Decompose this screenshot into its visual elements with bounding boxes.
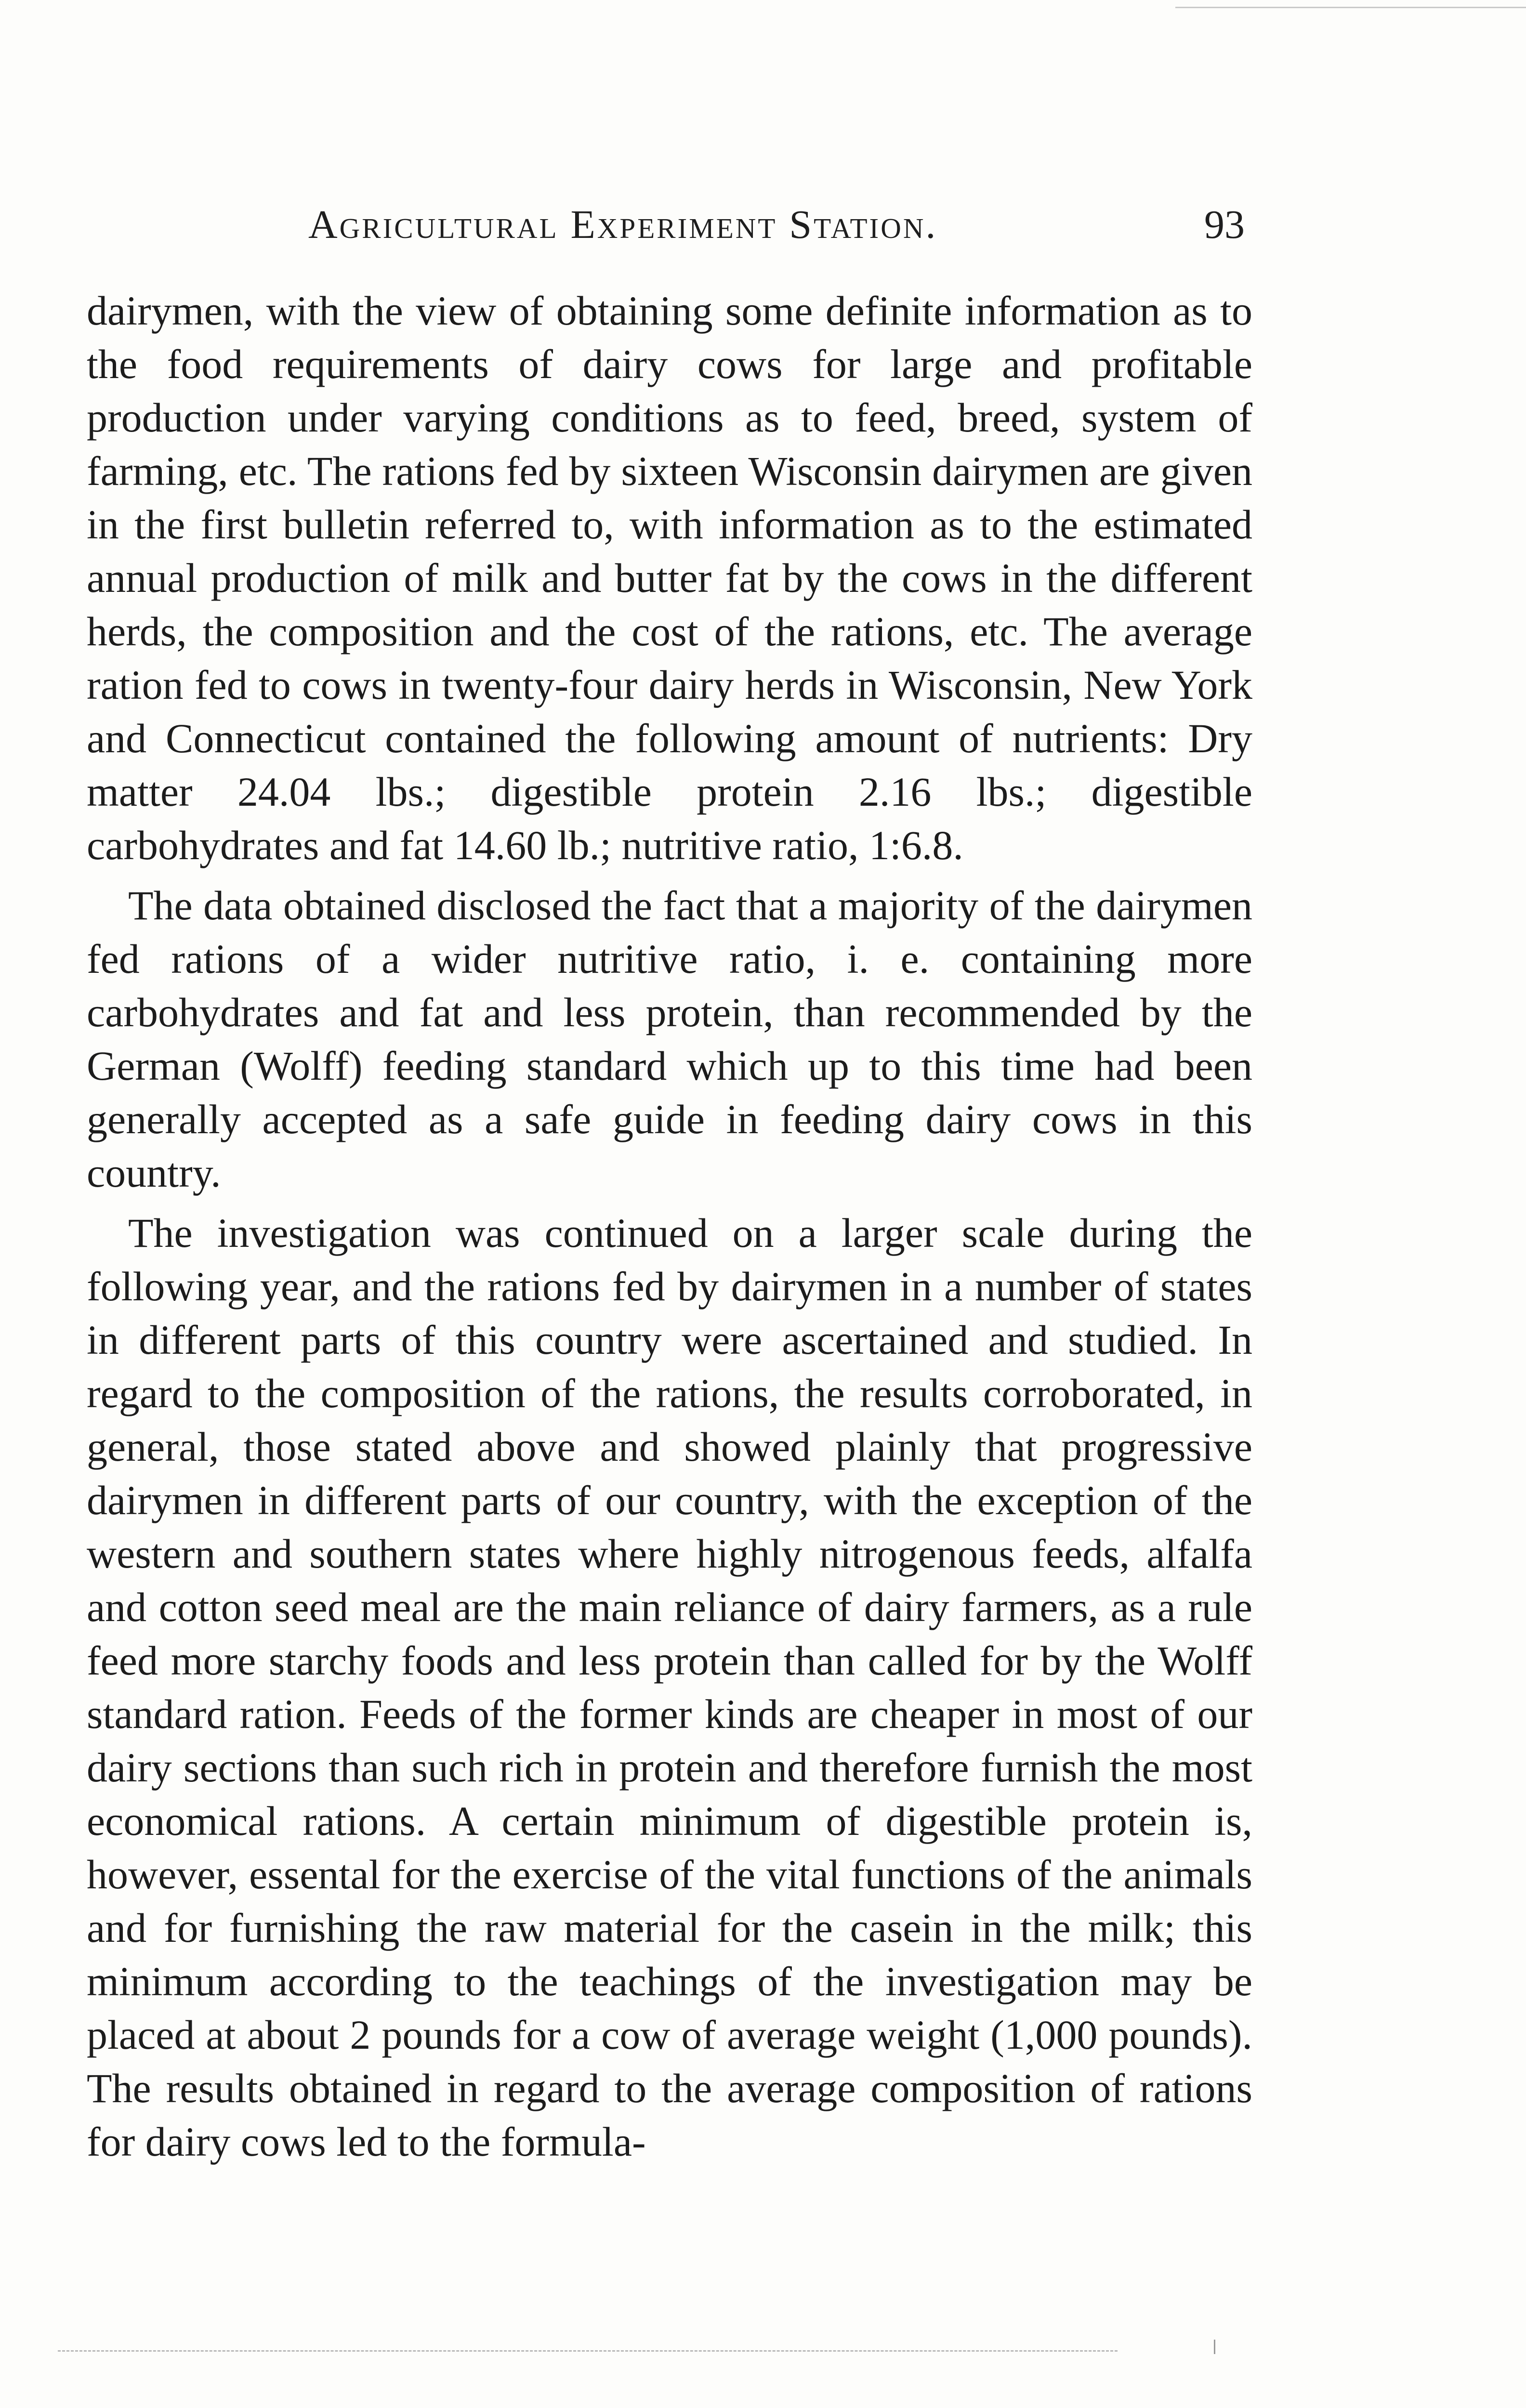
page-number: 93 [1204, 202, 1245, 247]
top-edge-rule [1175, 7, 1526, 8]
paragraph-2: The data obtained disclosed the fact that a majority of the dairymen fed rations of a wider nutritive ratio, i. e. containing more carbohydrates and fat and less protein, than recommended by the German (Wolff) feeding standard which up to this time had been generally accepted as a safe guide in feeding dairy cows in this country. [87, 882, 1252, 1196]
running-head: Agricultural Experiment Station. [308, 202, 938, 247]
paragraph-3: The investigation was continued on a larger scale during the following year, and the rations fed by dairymen in a number of states in different parts of this country were ascertained and studied. In regard to the composition of the rations, the results corroborated, in general, those stated above and showed plainly that progressive dairymen in different parts of our country, with the exception of the western and southern states where highly nitrogenous feeds, alfalfa and cotton seed meal are the main reliance of dairy farmers, as a rule feed more starchy foods and less protein than called for by the Wolff standard ration. Feeds of the former kinds are cheaper in most of our dairy sections than such rich in protein and therefore furnish the most economical rations. A certain minimum of digestible protein is, however, essental for the exercise of the vital functions of the animals and for furnishing the raw material for the casein in the milk; this minimum according to the teachings of the investigation may be placed at about 2 pounds for a cow of average weight (1,000 pounds). The results obtained in regard to the average composition of rations for dairy cows led to the formula- [87, 1210, 1252, 2165]
body-text [87, 284, 1252, 2169]
footer-dashed-rule [58, 2350, 1118, 2352]
paragraph-1: dairymen, with the view of obtaining some definite information as to the food requirements of dairy cows for large and profitable production under varying conditions as to feed, breed, system of farming, etc. The rations fed by sixteen Wisconsin dairymen are given in the first bulletin referred to, with information as to the estimated annual production of milk and butter fat by the cows in the different herds, the composition and the cost of the rations, etc. The average ration fed to cows in twenty-four dairy herds in Wisconsin, New York and Connecticut contained the following amount of nutrients: Dry matter 24.04 lbs.; digestible protein 2.16 lbs.; digestible carbohydrates and fat 14.60 lb.; nutritive ratio, 1:6.8. [87, 288, 1252, 868]
footer-corner-mark [1214, 2340, 1215, 2354]
